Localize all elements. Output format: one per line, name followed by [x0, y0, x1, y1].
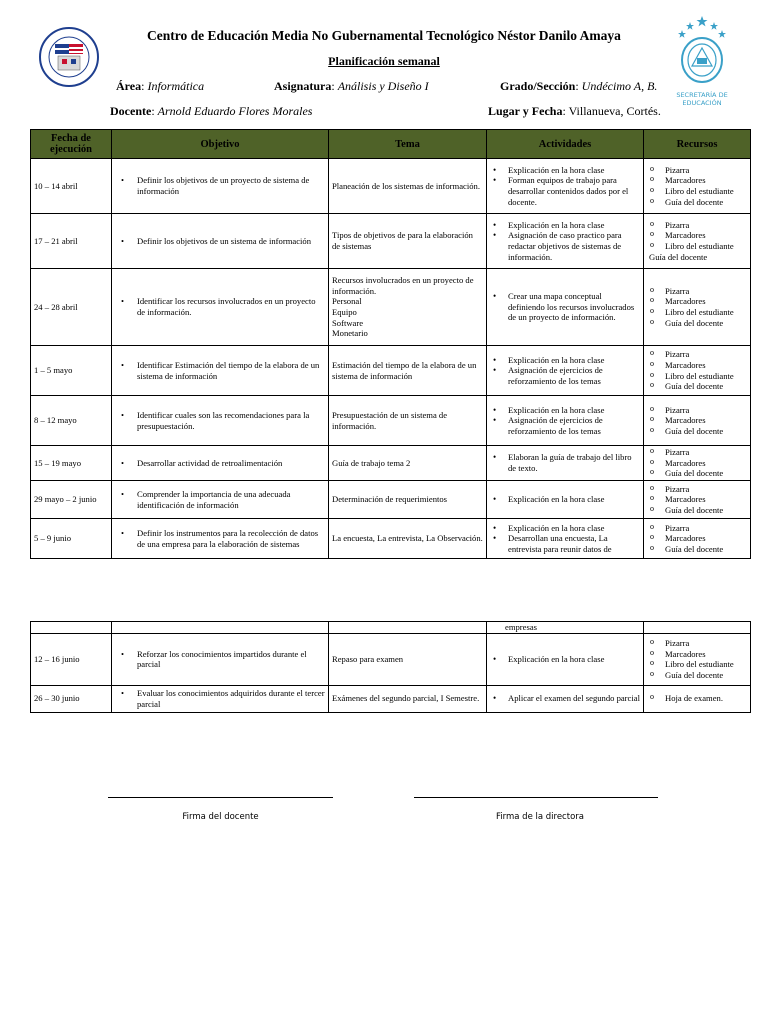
- cell-objective: [112, 519, 329, 559]
- topic-line: Personal: [332, 296, 362, 307]
- resource-item: o Marcadores: [647, 415, 747, 426]
- cell-activities: [487, 346, 644, 396]
- resource-item: o Libro del estudiante: [647, 241, 747, 252]
- table-row: [31, 519, 751, 559]
- grado-field: Grado/Sección: Undécimo A, B.: [500, 79, 658, 93]
- cell-activities: [487, 633, 644, 685]
- activity-item: • Asignación de ejercicios de reforzamiento de los temas: [490, 415, 640, 436]
- cell-resources: [644, 481, 751, 519]
- cell-date: 17 – 21 abril: [31, 214, 112, 269]
- activity: [490, 355, 640, 387]
- cell-activities: [487, 685, 644, 712]
- resource-item: o Guía del docente: [647, 505, 747, 516]
- cell-activities: [487, 481, 644, 519]
- planning-table: [30, 129, 751, 559]
- cell-objective: [112, 346, 329, 396]
- resource-item: o Libro del estudiante: [647, 307, 747, 318]
- table-row: [31, 346, 751, 396]
- cell-objective: [112, 685, 329, 712]
- activity: [490, 654, 640, 665]
- continuation-row: [31, 622, 751, 634]
- cell-resources: [644, 214, 751, 269]
- resource: [647, 349, 747, 391]
- objective-text: • Identificar cuales son las recomendaciones para la presupuestación.: [115, 410, 325, 431]
- continuation-text: empresas: [487, 622, 644, 634]
- objective-text: • Definir los instrumentos para la recolección de datos de una empresa para la elaboración de sistemas: [115, 528, 325, 549]
- activity-item: • Forman equipos de trabajo para desarrollar contenidos dados por el docente.: [490, 175, 640, 207]
- activity: [490, 291, 640, 323]
- activity-item: • Explicación en la hora clase: [490, 355, 640, 366]
- cell-objective: [112, 633, 329, 685]
- resource-item: o Libro del estudiante: [647, 186, 747, 197]
- seal-caption-2: EDUCACIÓN: [682, 99, 722, 107]
- cell-activities: [487, 519, 644, 559]
- col-recursos: Recursos: [644, 130, 751, 159]
- signature-line-directora: [414, 797, 658, 798]
- cell-resources: [644, 396, 751, 446]
- lugar-value: Villanueva, Cortés.: [568, 104, 661, 118]
- cell-activities: [487, 446, 644, 481]
- cell-resources: [644, 446, 751, 481]
- docente-field: Docente: Arnold Eduardo Flores Morales: [110, 104, 313, 118]
- table-row: [31, 685, 751, 712]
- cell-objective: [112, 446, 329, 481]
- table-row: [31, 633, 751, 685]
- cell-empty: [112, 622, 329, 634]
- grado-label: Grado/Sección: [500, 79, 576, 93]
- cell-resources: [644, 269, 751, 346]
- resource-item: o Guía del docente: [647, 318, 747, 329]
- activity: [490, 165, 640, 207]
- resource-item: o Guía del docente: [647, 544, 747, 555]
- resource-item: o Hoja de examen.: [647, 693, 747, 704]
- activity-item: • Elaboran la guía de trabajo del libro de texto.: [490, 452, 640, 473]
- cell-topic: Tipos de objetivos de para la elaboración de sistemas: [329, 214, 487, 269]
- cell-resources: [644, 685, 751, 712]
- resource: [647, 523, 747, 555]
- planning-table-continued: [30, 621, 751, 713]
- objective-text: • Evaluar los conocimientos adquiridos durante el tercer parcial: [115, 688, 325, 709]
- col-tema: Tema: [329, 130, 487, 159]
- resource-item: o Marcadores: [647, 649, 747, 660]
- activity: [490, 523, 640, 555]
- resource-item: o Marcadores: [647, 458, 747, 469]
- resource-item: o Pizarra: [647, 220, 747, 231]
- cell-date: 10 – 14 abril: [31, 159, 112, 214]
- resource-item: o Marcadores: [647, 533, 747, 544]
- cell-empty: [31, 622, 112, 634]
- cell-objective: [112, 159, 329, 214]
- asignatura-label: Asignatura: [274, 79, 332, 93]
- resource-item: o Pizarra: [647, 405, 747, 416]
- cell-activities: [487, 214, 644, 269]
- resource: [647, 447, 747, 479]
- resource: [647, 165, 747, 207]
- table-row: [31, 446, 751, 481]
- cell-activities: [487, 396, 644, 446]
- cell-topic: Estimación del tiempo de la elabora de un sistema de información: [329, 346, 487, 396]
- cell-date: 26 – 30 junio: [31, 685, 112, 712]
- cell-empty: [329, 622, 487, 634]
- activity: [490, 452, 640, 473]
- resource-item: o Marcadores: [647, 494, 747, 505]
- resource-item: o Pizarra: [647, 638, 747, 649]
- resource-item: o Marcadores: [647, 175, 747, 186]
- cell-empty: [644, 622, 751, 634]
- cell-resources: [644, 519, 751, 559]
- activity-item: • Explicación en la hora clase: [490, 220, 640, 231]
- resource: [647, 220, 747, 252]
- resource-item: o Marcadores: [647, 230, 747, 241]
- table-row: [31, 214, 751, 269]
- activity-item: • Asignación de ejercicios de reforzamiento de los temas: [490, 365, 640, 386]
- cell-topic: [329, 269, 487, 346]
- activity: [490, 220, 640, 262]
- cell-date: 1 – 5 mayo: [31, 346, 112, 396]
- table-row: [31, 159, 751, 214]
- cell-activities: [487, 159, 644, 214]
- cell-objective: [112, 396, 329, 446]
- cell-objective: [112, 214, 329, 269]
- signature-label-docente: Firma del docente: [182, 812, 259, 822]
- objective-text: • Comprender la importancia de una adecuada identificación de información: [115, 489, 325, 510]
- cell-topic: Determinación de requerimientos: [329, 481, 487, 519]
- cell-topic: Presupuestación de un sistema de información.: [329, 396, 487, 446]
- cell-objective: [112, 269, 329, 346]
- resource-item: o Pizarra: [647, 523, 747, 534]
- area-field: Área: Informática: [116, 79, 205, 93]
- plan-title: Planificación semanal: [328, 54, 440, 68]
- cell-date: 5 – 9 junio: [31, 519, 112, 559]
- signature-line-docente: [108, 797, 333, 798]
- resource: [647, 693, 747, 704]
- cell-date: 15 – 19 mayo: [31, 446, 112, 481]
- resource-item: o Pizarra: [647, 286, 747, 297]
- col-fecha: Fecha de ejecución: [31, 130, 112, 159]
- cell-activities: [487, 269, 644, 346]
- table-row: [31, 269, 751, 346]
- topic-line: Software: [332, 317, 364, 328]
- cell-topic: Repaso para examen: [329, 633, 487, 685]
- col-objetivo: Objetivo: [112, 130, 329, 159]
- cell-objective: [112, 481, 329, 519]
- cell-date: 24 – 28 abril: [31, 269, 112, 346]
- objective-text: • Identificar los recursos involucrados en un proyecto de información.: [115, 296, 325, 317]
- cell-resources: [644, 633, 751, 685]
- cell-date: 12 – 16 junio: [31, 633, 112, 685]
- table-row: [31, 481, 751, 519]
- resource-item: o Libro del estudiante: [647, 659, 747, 670]
- cell-topic: Guía de trabajo tema 2: [329, 446, 487, 481]
- activity-item: • Explicación en la hora clase: [490, 165, 640, 176]
- activity-item: • Desarrollan una encuesta, La entrevista para reunir datos de: [490, 533, 640, 554]
- topic-line: Monetario: [332, 328, 368, 339]
- asignatura-value: Análisis y Diseño I: [337, 79, 429, 93]
- cell-resources: [644, 159, 751, 214]
- area-value: Informática: [147, 79, 205, 93]
- activity: [490, 405, 640, 437]
- school-name: Centro de Educación Media No Gubernamental Tecnológico Néstor Danilo Amaya: [147, 28, 621, 43]
- resource-item: o Guía del docente: [647, 381, 747, 392]
- resource: [647, 638, 747, 680]
- resource-item: o Marcadores: [647, 360, 747, 371]
- cell-date: 8 – 12 mayo: [31, 396, 112, 446]
- activity-item: • Aplicar el examen del segundo parcial: [490, 693, 640, 704]
- resource-item: o Libro del estudiante: [647, 371, 747, 382]
- seal-caption-1: SECRETARÍA DE: [676, 91, 728, 99]
- topic-line: Recursos involucrados en un proyecto de información.: [332, 275, 474, 296]
- activity-item: • Explicación en la hora clase: [490, 654, 640, 665]
- activity-item: • Explicación en la hora clase: [490, 405, 640, 416]
- resource-item: o Pizarra: [647, 165, 747, 176]
- objective-text: • Desarrollar actividad de retroalimentación: [115, 458, 325, 469]
- resource: [647, 286, 747, 328]
- activity: [490, 494, 640, 505]
- docente-label: Docente: [110, 104, 152, 118]
- lugar-label: Lugar y Fecha: [488, 104, 563, 118]
- cell-topic: La encuesta, La entrevista, La Observación.: [329, 519, 487, 559]
- resource: [647, 405, 747, 437]
- activity-item: • Asignación de caso practico para redactar objetivos de sistemas de información.: [490, 230, 640, 262]
- table-row: [31, 396, 751, 446]
- table-header-row: [31, 130, 751, 159]
- cell-date: 29 mayo – 2 junio: [31, 481, 112, 519]
- signature-label-directora: Firma de la directora: [496, 812, 584, 822]
- resource-item: o Marcadores: [647, 296, 747, 307]
- objective-text: • Definir los objetivos de un proyecto de sistema de información: [115, 175, 325, 196]
- resource-item: o Pizarra: [647, 349, 747, 360]
- activity-item: • Crear una mapa conceptual definiendo los recursos involucrados de un proyecto de información.: [490, 291, 640, 323]
- resource-item: o Guía del docente: [647, 197, 747, 208]
- col-actividades: Actividades: [487, 130, 644, 159]
- topic-line: Equipo: [332, 307, 357, 317]
- resource-item: o Pizarra: [647, 484, 747, 495]
- resource-extra: Guía del docente: [649, 251, 708, 262]
- resource-item: o Guía del docente: [647, 670, 747, 681]
- cell-topic: Exámenes del segundo parcial, I Semestre.: [329, 685, 487, 712]
- activity-item: • Explicación en la hora clase: [490, 523, 640, 534]
- cell-topic: Planeación de los sistemas de información.: [329, 159, 487, 214]
- docente-value: Arnold Eduardo Flores Morales: [157, 104, 313, 118]
- lugar-fecha-field: Lugar y Fecha: Villanueva, Cortés.: [488, 104, 661, 118]
- resource-item: o Pizarra: [647, 447, 747, 458]
- grado-value: Undécimo A, B.: [581, 79, 658, 93]
- activity: [490, 693, 640, 704]
- activity-item: • Explicación en la hora clase: [490, 494, 640, 505]
- resource-item: o Guía del docente: [647, 426, 747, 437]
- area-label: Área: [116, 79, 142, 93]
- objective-text: • Identificar Estimación del tiempo de la elabora de un sistema de información: [115, 360, 325, 381]
- asignatura-field: Asignatura: Análisis y Diseño I: [274, 79, 429, 93]
- cell-resources: [644, 346, 751, 396]
- resource: [647, 484, 747, 516]
- objective-text: • Reforzar los conocimientos impartidos durante el parcial: [115, 649, 325, 670]
- resource-item: o Guía del docente: [647, 468, 747, 479]
- objective-text: • Definir los objetivos de un sistema de información: [115, 236, 325, 247]
